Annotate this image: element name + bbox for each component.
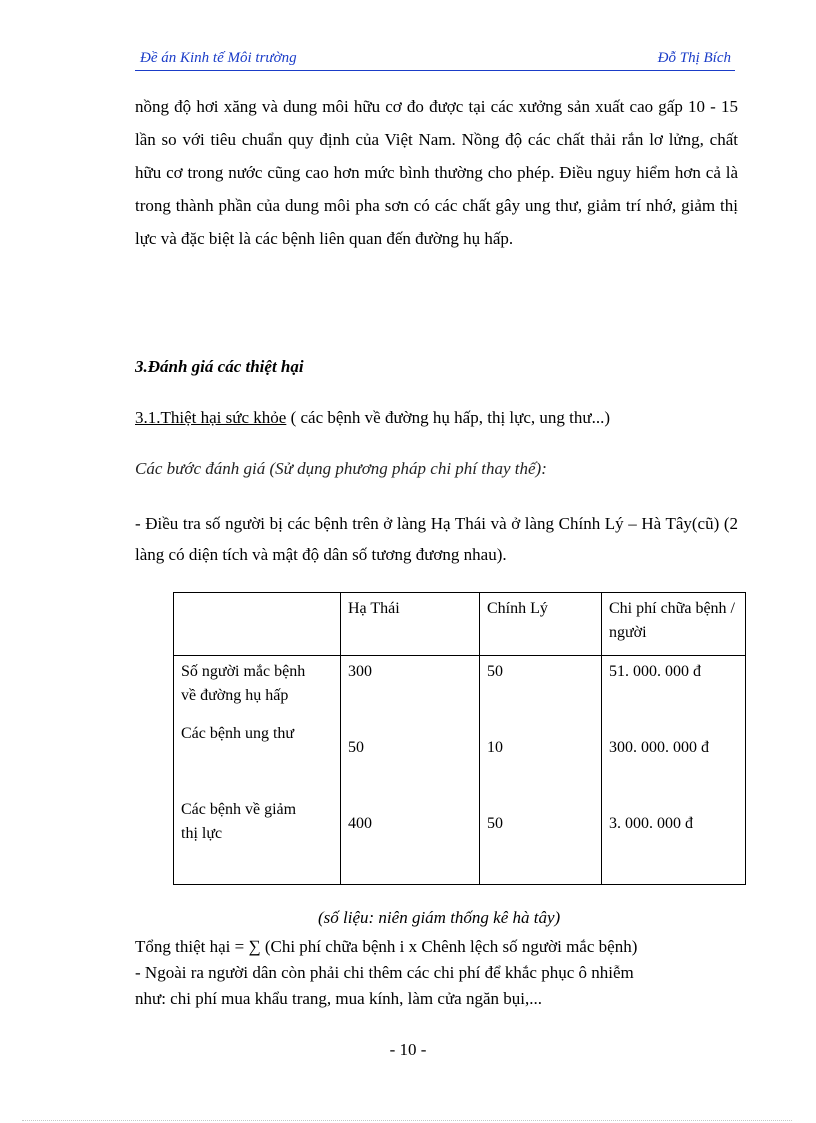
page-number: - 10 - <box>389 1040 427 1059</box>
table-cell-cost <box>602 656 746 885</box>
cell-value: 50 <box>487 663 503 680</box>
cell-value: 400 <box>348 815 372 832</box>
extra-costs-line: như: chi phí mua khẩu trang, mua kính, làm cửa ngăn bụi,... <box>135 989 542 1008</box>
subsection-heading: 3.1.Thiệt hại sức khỏe <box>135 408 287 427</box>
cell-value: 50 <box>487 815 503 832</box>
paragraph-survey: - Điều tra số người bị các bệnh trên ở làng Hạ Thái và ở làng Chính Lý – Hà Tây(cũ) (2 làng có diện tích và mật độ dân số tương đương nhau). <box>135 514 738 564</box>
cell-value: 51. 000. 000 đ <box>609 663 701 680</box>
total-formula: Tổng thiệt hại = ∑ (Chi phí chữa bệnh i x Chênh lệch số người mắc bệnh) <box>135 937 638 956</box>
page-header <box>135 48 735 71</box>
page-bottom-divider <box>22 1120 792 1121</box>
cell-value: 3. 000. 000 đ <box>609 815 693 832</box>
paragraph-pollution: nồng độ hơi xăng và dung môi hữu cơ đo được tại các xưởng sản xuất cao gấp 10 - 15 lần so với tiêu chuẩn quy định của Việt Nam. Nồng độ các chất thải rắn lơ lửng, chất hữu cơ trong nước cũng cao hơn mức bình thường cho phép. Điều nguy hiểm hơn cả là trong thành phần của dung môi pha sơn có các chất gây ung thư, giảm trí nhớ, giảm thị lực và đặc biệt là các bệnh liên quan đến đường hụ hấp. <box>135 97 738 248</box>
table-cell-labels <box>174 656 341 885</box>
row-label: thị lực <box>181 825 223 842</box>
row-label: Các bệnh ung thư <box>181 725 295 742</box>
table-cell-chinh-ly <box>480 656 602 885</box>
table-header-cell: Hạ Thái <box>341 593 480 656</box>
table-body-row <box>174 656 746 885</box>
table-header-cell: Chi phí chữa bệnh / người <box>602 593 746 656</box>
steps-title: Các bước đánh giá (Sử dụng phương pháp chi phí thay thế): <box>135 459 547 478</box>
header-title: Đề án Kinh tế Môi trường <box>140 50 297 66</box>
subsection-title <box>135 408 610 428</box>
table-header-row <box>174 593 746 656</box>
cell-value: 300. 000. 000 đ <box>609 739 709 756</box>
extra-costs-line: - Ngoài ra người dân còn phải chi thêm các chi phí để khắc phục ô nhiễm <box>135 963 634 982</box>
header-author: Đỗ Thị Bích <box>657 50 731 66</box>
cell-value: 10 <box>487 739 503 756</box>
cell-value: 50 <box>348 739 364 756</box>
row-label: Các bệnh về giảm <box>181 801 297 818</box>
section-title: 3.Đánh giá các thiệt hại <box>135 357 304 376</box>
source-note: (số liệu: niên giám thống kê hà tây) <box>318 908 561 927</box>
subsection-description: ( các bệnh về đường hụ hấp, thị lực, ung thư...) <box>286 408 610 427</box>
table-header-cell <box>174 593 341 656</box>
row-label: Số người mắc bệnh <box>181 663 306 680</box>
damage-table <box>173 592 746 885</box>
table-header-cell: Chính Lý <box>480 593 602 656</box>
table-cell-ha-thai <box>341 656 480 885</box>
cell-value: 300 <box>348 663 372 680</box>
row-label: về đường hụ hấp <box>181 687 289 704</box>
